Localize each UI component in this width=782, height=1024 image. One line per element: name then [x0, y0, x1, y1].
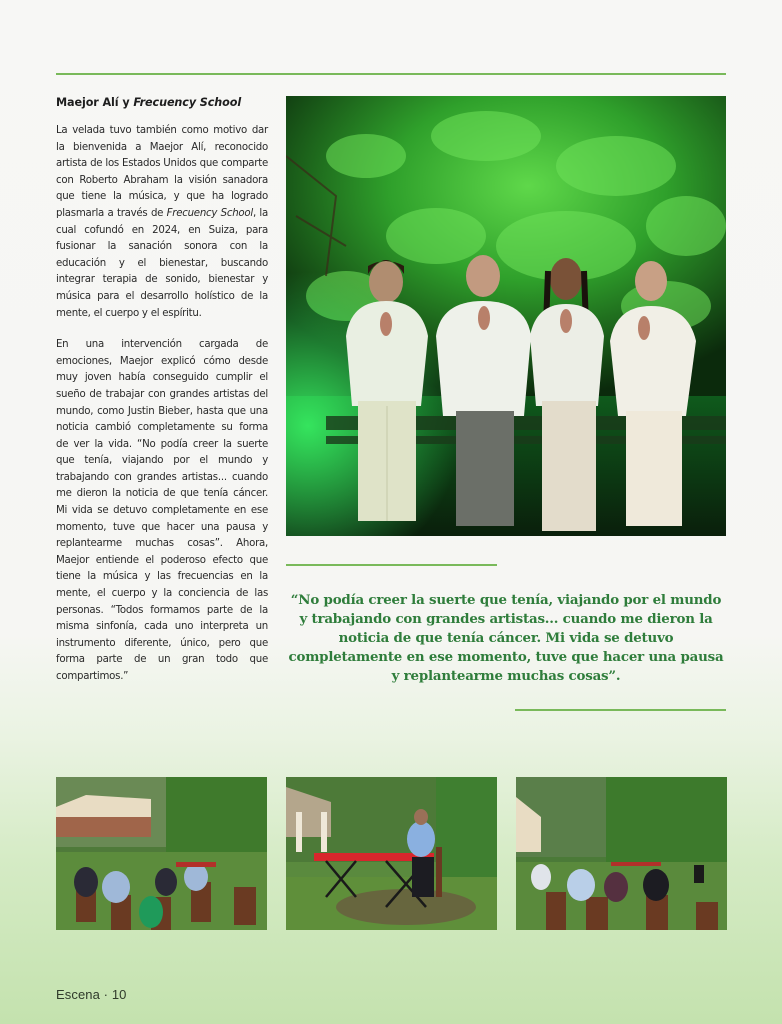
page-number: 10 — [111, 987, 127, 1002]
italic-run: Frecuency School — [166, 207, 253, 219]
text-run: En una intervención cargada de emociones, Maejor explicó cómo desde muy joven había conseguido cumplir el sueño de trabajar con grandes artistas del mundo, como Justin Bieber, hasta que una noticia cambió completamente su forma de ver la vida. “No podía creer la suerte que tenía, viajando por el mundo y trabajando con grandes artistas... cuando me dieron la noticia de que tenía cáncer. Mi vida se detuvo completamente en ese momento, tuve que hacer una pausa y replantearme muchas cosas”. Ahora, Maejor entiende el poderoso efecto que tiene la música y las frecuencias en la mente, el cuerpo y la conciencia de las personas. “Todos formamos parte de la misma sinfonía, cada uno interpreta un instrumento diferente, único, pero que forma parte de un gran todo que compartimos.” — [56, 339, 268, 682]
article-paragraph-2 — [56, 337, 268, 685]
photo-keyboard-player — [286, 777, 497, 930]
photo-audience-garden — [56, 777, 267, 930]
quote-divider-top — [286, 564, 497, 566]
top-divider — [56, 73, 726, 75]
section-heading-italic: Frecuency School — [133, 96, 242, 109]
article-paragraph-1 — [56, 123, 268, 322]
section-heading-plain: Maejor Alí y — [56, 96, 134, 109]
text-run: La velada tuvo también como motivo dar la bienvenida a Maejor Alí, reconocido artista de los Estados Unidos que comparte con Roberto Abraham la visión sanadora que tiene la música, y que ha logrado plasmarla a través de — [56, 125, 268, 219]
pull-quote: “No podía creer la suerte que tenía, viajando por el mundo y trabajando con grandes artistas... cuando me dieron la noticia de que tenía cáncer. Mi vida se detuvo completamente en ese momento, tuve que hacer una pausa y replantearme muchas cosas”. — [288, 592, 724, 684]
article-column — [56, 96, 268, 701]
text-run: , la cual cofundó en 2024, en Suiza, para fusionar la sanación sonora con la educación y el bienestar, buscando integrar terapia de sonido, bienestar y música para el desarrollo holístico de la mente, el cuerpo y el espíritu. — [56, 207, 268, 319]
quote-divider-bottom — [515, 709, 726, 711]
photo-audience-performance-dusk — [516, 777, 727, 930]
section-heading — [56, 96, 268, 109]
publication-name: Escena — [56, 987, 100, 1002]
main-photo-four-men-green-lights — [286, 96, 726, 536]
page-footer — [56, 987, 127, 1002]
footer-separator: · — [99, 987, 112, 1002]
